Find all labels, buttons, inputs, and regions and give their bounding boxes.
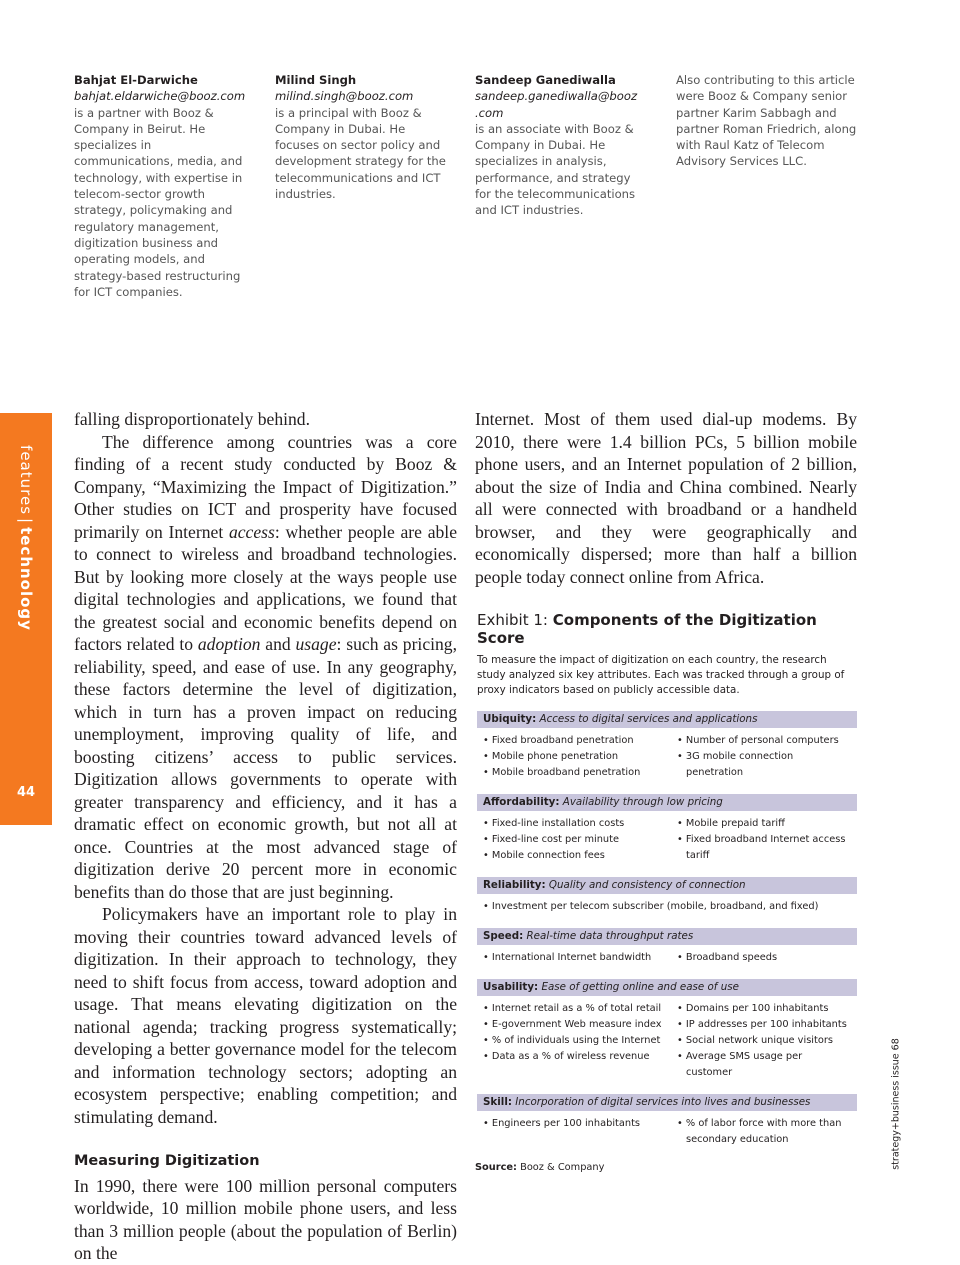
exhibit-attributes bbox=[477, 711, 857, 1148]
indicator-item: • Investment per telecom subscriber (mobile, broadband, and fixed) bbox=[483, 899, 851, 915]
attribute-block bbox=[477, 711, 857, 781]
author-name: Sandeep Ganediwalla bbox=[475, 73, 616, 87]
indicator-item: • Mobile connection fees bbox=[483, 848, 677, 864]
subsection-name: technology bbox=[17, 527, 35, 631]
indicator-item: • Fixed broadband penetration bbox=[483, 733, 677, 749]
author-name: Bahjat El-Darwiche bbox=[74, 73, 198, 87]
author-bio-singh bbox=[275, 72, 450, 202]
author-name: Milind Singh bbox=[275, 73, 357, 87]
exhibit-description: To measure the impact of digitization on each country, the research study analyzed six key attributes. Each was tracked through a group of proxy indicators based on publicly accessible data. bbox=[477, 654, 845, 696]
indicator-item: • International Internet bandwidth bbox=[483, 950, 677, 966]
emphasis-access: access bbox=[228, 521, 275, 542]
attribute-header: Ubiquity: Access to digital services and applications bbox=[477, 711, 857, 728]
paragraph: falling disproportionately behind. bbox=[74, 409, 311, 429]
body-column-right bbox=[475, 408, 857, 588]
paragraph: Internet. Most of them used dial-up modems. By 2010, there were 1.4 billion PCs, 5 billion mobile phone users, and an Internet population of 2 billion, about the size of India and China combined. Nearly all were connected with broadband or a handheld browser, and they were geographically and economically dispersed; more than half a billion people today connect online from Africa. bbox=[475, 409, 857, 587]
attribute-header: Usability: Ease of getting online and ease of use bbox=[477, 979, 857, 996]
indicator-item: • E-government Web measure index bbox=[483, 1017, 677, 1033]
section-name: features bbox=[17, 445, 35, 516]
indicator-item: • % of labor force with more than secondary education bbox=[677, 1116, 851, 1148]
attribute-block bbox=[477, 794, 857, 864]
contributors-text: Also contributing to this article were Booz & Company senior partner Karim Sabbagh and partner Roman Friedrich, along with Raul Katz of Telecom Advisory Services LLC. bbox=[676, 73, 857, 169]
section-subhead: Measuring Digitization bbox=[74, 1153, 260, 1169]
indicator-item: • Domains per 100 inhabitants bbox=[677, 1001, 851, 1017]
exhibit-box bbox=[477, 611, 857, 1173]
exhibit-source: Source: Booz & Company bbox=[475, 1162, 605, 1173]
paragraph: The difference among countries was a core finding of a recent study conducted by Booz & Company, “Maximizing the Impact of Digitization.” Other studies on ICT and prosperity have focused primarily on Internet access: whether people are able to connect to wireless and broadband technologies. But by looking more closely at the ways people use digital technologies and applications, we found that the greatest social and economic benefits depend on factors related to adoption and usage: such as pricing, reliability, speed, and ease of use. In any geography, these factors determine the level of digitization, which in turn has a proven impact on reducing unemployment, improving quality of life, and boosting citizens’ access to public services. Digitization allows governments to operate with greater transparency and efficiency, and it has a dramatic effect on economic growth, but not all at once. Countries at the most advanced stage of digitization derive 20 percent more in economic benefits than do those that are just beginning. bbox=[74, 431, 458, 902]
author-email[interactable]: bahjat.eldarwiche@booz.com bbox=[74, 89, 246, 104]
body-column-left bbox=[74, 408, 457, 1265]
indicator-item: • Fixed-line installation costs bbox=[483, 816, 677, 832]
author-email[interactable]: sandeep.ganediwalla@booz.com bbox=[475, 89, 638, 120]
attribute-block bbox=[477, 928, 857, 966]
indicator-item: • Broadband speeds bbox=[677, 950, 851, 966]
attribute-block bbox=[477, 979, 857, 1081]
contributors-note bbox=[676, 72, 858, 170]
emphasis-adoption: adoption bbox=[197, 634, 261, 654]
indicator-item: • Fixed-line cost per minute bbox=[483, 832, 677, 848]
author-bio: is a partner with Booz & Company in Beirut. He specializes in communications, media, and technology, with expertise in telecom-sector growth strategy, policymaking and regulatory management, digitization business and operating models, and strategy-based restructuring for ICT companies. bbox=[74, 105, 243, 299]
attribute-block bbox=[477, 1094, 857, 1148]
exhibit-title: Exhibit 1: Components of the Digitization Score bbox=[477, 611, 817, 647]
attribute-header: Skill: Incorporation of digital services into lives and businesses bbox=[477, 1094, 857, 1111]
author-bio: is a principal with Booz & Company in Dubai. He focuses on sector policy and development strategy for the telecommunications and ICT industries. bbox=[275, 105, 446, 202]
indicator-item: • Fixed broadband Internet access tariff bbox=[677, 832, 851, 864]
publication-footer: strategy+business issue 68 bbox=[890, 1038, 902, 1170]
paragraph: In 1990, there were 100 million personal computers worldwide, 10 million mobile phone users, and less than 3 million people (about the population of Berlin) on the bbox=[74, 1175, 457, 1263]
indicator-item: • 3G mobile connection penetration bbox=[677, 749, 851, 781]
indicator-item: • Mobile prepaid tariff bbox=[677, 816, 851, 832]
attribute-block bbox=[477, 877, 857, 915]
paragraph: Policymakers have an important role to play in moving their countries toward advanced levels of digitization. In their approach to technology, they need to shift focus from access, toward adoption and usage. That means elevating digitization on the national agenda; tracking progress systematically; developing a better governance model for the telecom and information technology sectors; adopting an ecosystem perspective; enabling competition; and stimulating demand. bbox=[74, 904, 457, 1127]
section-label: features|technology bbox=[17, 445, 35, 631]
indicator-item: • Number of personal computers bbox=[677, 733, 851, 749]
author-bio-el-darwiche bbox=[74, 72, 254, 300]
indicator-item: • Mobile broadband penetration bbox=[483, 765, 677, 781]
author-bio: is an associate with Booz & Company in Dubai. He specializes in analysis, performance, and strategy for the telecommunications and ICT industries. bbox=[475, 121, 636, 218]
page-number: 44 bbox=[16, 785, 36, 800]
indicator-item: • Data as a % of wireless revenue bbox=[483, 1049, 677, 1065]
author-bio-ganediwalla bbox=[475, 72, 640, 219]
indicator-item: • Average SMS usage per customer bbox=[677, 1049, 851, 1081]
attribute-header: Affordability: Availability through low pricing bbox=[477, 794, 857, 811]
indicator-item: • Engineers per 100 inhabitants bbox=[483, 1116, 677, 1132]
indicator-item: • % of individuals using the Internet bbox=[483, 1033, 677, 1049]
indicator-item: • IP addresses per 100 inhabitants bbox=[677, 1017, 851, 1033]
emphasis-usage: usage bbox=[295, 634, 337, 654]
attribute-header: Speed: Real-time data throughput rates bbox=[477, 928, 857, 945]
indicator-item: • Internet retail as a % of total retail bbox=[483, 1001, 677, 1017]
author-email[interactable]: milind.singh@booz.com bbox=[275, 89, 414, 104]
indicator-item: • Social network unique visitors bbox=[677, 1033, 851, 1049]
indicator-item: • Mobile phone penetration bbox=[483, 749, 677, 765]
attribute-header: Reliability: Quality and consistency of connection bbox=[477, 877, 857, 894]
